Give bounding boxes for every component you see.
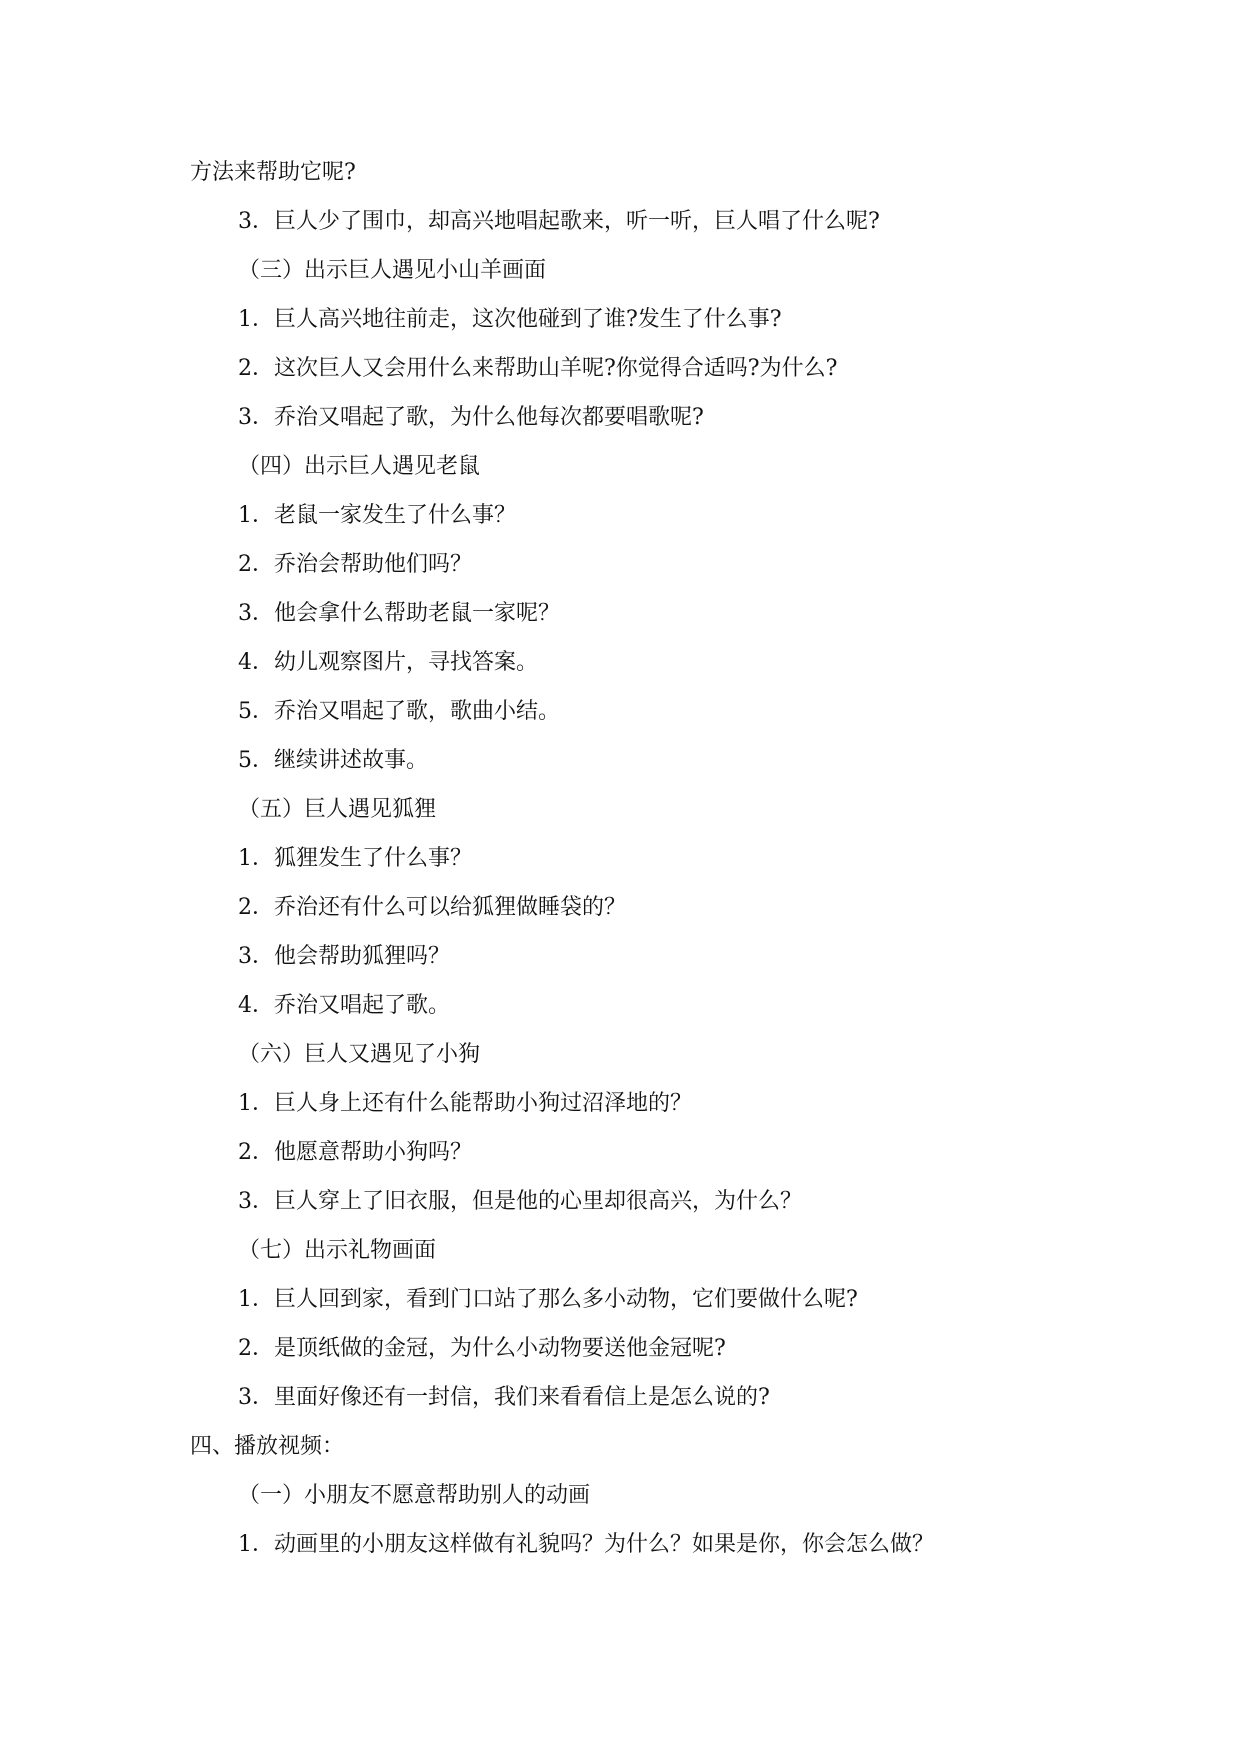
list-item: 5．继续讲述故事。 [238, 748, 428, 773]
list-item: 2．这次巨人又会用什么来帮助山羊呢?你觉得合适吗?为什么? [238, 356, 838, 381]
list-item: 3．他会帮助狐狸吗？ [238, 944, 450, 969]
list-item: 3．他会拿什么帮助老鼠一家呢？ [238, 601, 560, 626]
section-heading: （五）巨人遇见狐狸 [238, 797, 437, 822]
list-item: 1．巨人回到家，看到门口站了那么多小动物，它们要做什么呢? [238, 1287, 858, 1312]
list-item: 2．乔治会帮助他们吗？ [238, 552, 472, 577]
body-line: 方法来帮助它呢? [190, 160, 356, 185]
list-item: 2．他愿意帮助小狗吗？ [238, 1140, 472, 1165]
list-item: 5．乔治又唱起了歌，歌曲小结。 [238, 699, 560, 724]
section-heading: （六）巨人又遇见了小狗 [238, 1042, 481, 1067]
section-heading: （七）出示礼物画面 [238, 1238, 437, 1263]
section-heading: （四）出示巨人遇见老鼠 [238, 454, 481, 479]
list-item: 2．是顶纸做的金冠，为什么小动物要送他金冠呢? [238, 1336, 726, 1361]
list-item: 3．里面好像还有一封信，我们来看看信上是怎么说的? [238, 1385, 770, 1410]
list-item: 4．乔治又唱起了歌。 [238, 993, 450, 1018]
list-item: 1．巨人身上还有什么能帮助小狗过沼泽地的？ [238, 1091, 692, 1116]
chapter-heading: 四、播放视频： [190, 1434, 345, 1459]
list-item: 1．狐狸发生了什么事？ [238, 846, 472, 871]
list-item: 1．动画里的小朋友这样做有礼貌吗？为什么？如果是你，你会怎么做？ [238, 1532, 934, 1557]
list-item: 3．巨人穿上了旧衣服，但是他的心里却很高兴，为什么？ [238, 1189, 802, 1214]
section-heading: （三）出示巨人遇见小山羊画面 [238, 258, 547, 283]
document-body [0, 148, 1241, 1569]
list-item: 3．巨人少了围巾，却高兴地唱起歌来，听一听，巨人唱了什么呢? [238, 209, 880, 234]
section-heading: （一）小朋友不愿意帮助别人的动画 [238, 1483, 591, 1508]
list-item: 1．巨人高兴地往前走，这次他碰到了谁?发生了什么事? [238, 307, 782, 332]
list-item: 2．乔治还有什么可以给狐狸做睡袋的？ [238, 895, 626, 920]
list-item: 4．幼儿观察图片，寻找答案。 [238, 650, 538, 675]
list-item: 3．乔治又唱起了歌，为什么他每次都要唱歌呢? [238, 405, 704, 430]
list-item: 1．老鼠一家发生了什么事？ [238, 503, 516, 528]
